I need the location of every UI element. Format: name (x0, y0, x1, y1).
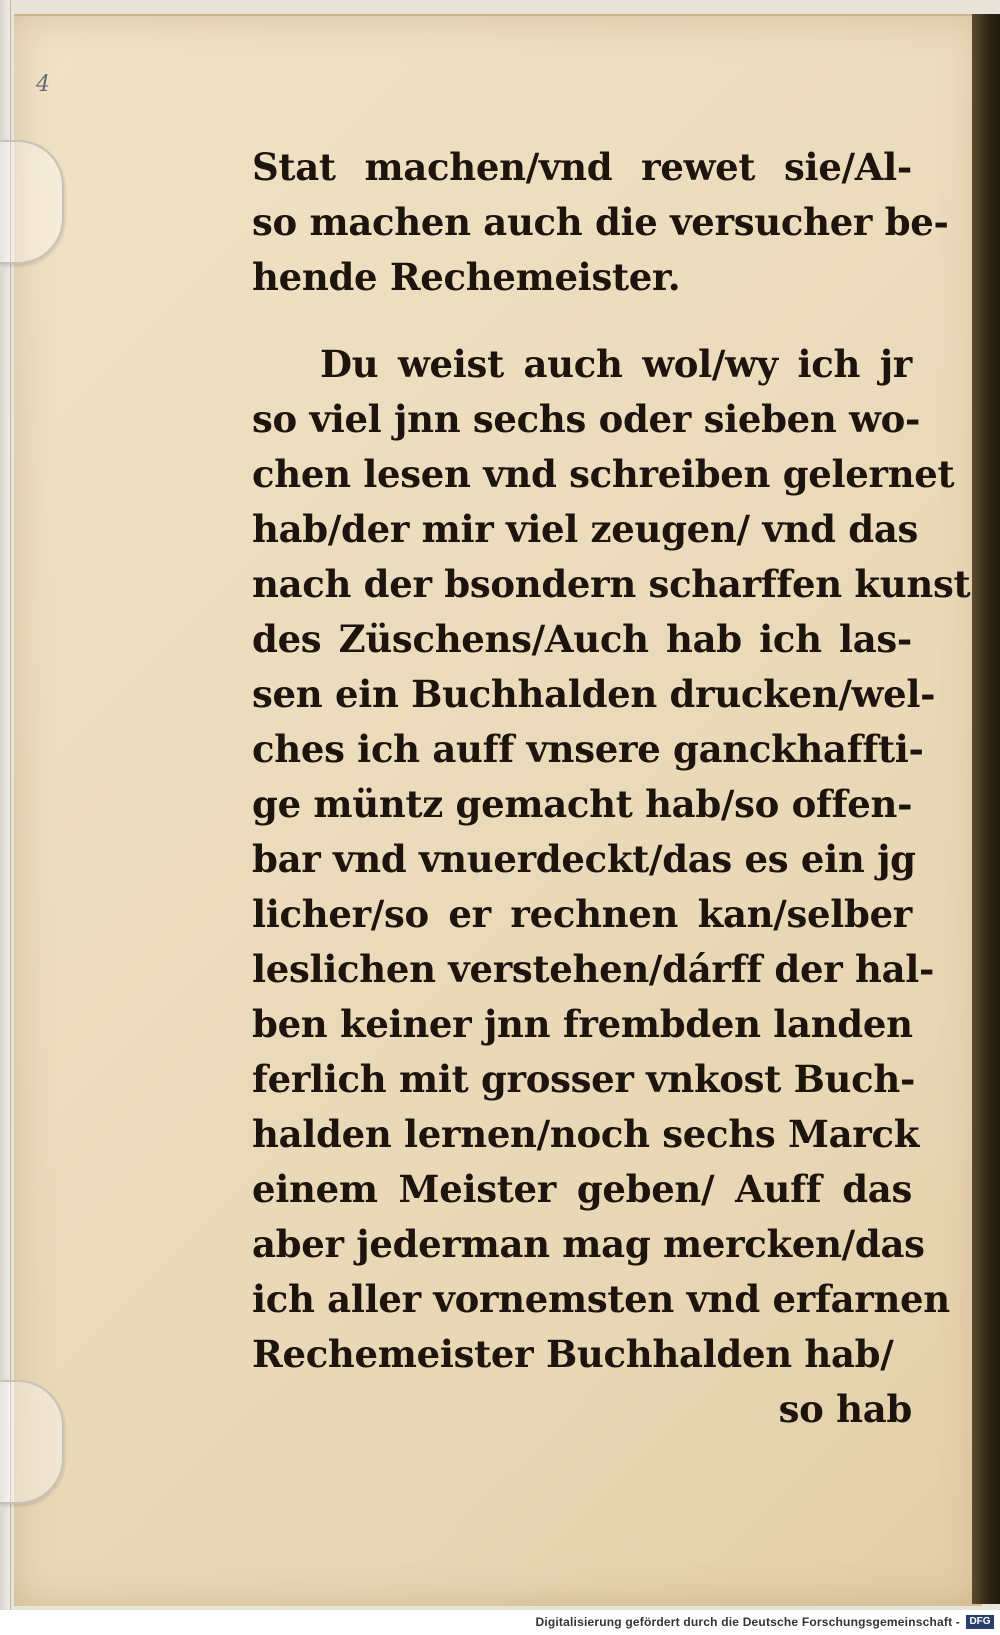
page-number-mark: 4 (36, 72, 50, 97)
text-line: ferlich mit grosser vnkost Buch- (252, 1057, 916, 1101)
catchword: so hab (778, 1387, 912, 1431)
text-line: ge müntz gemacht hab/so offen- (252, 782, 913, 826)
text-line: chen lesen vnd schreiben gelernet (252, 452, 955, 496)
text-line: hende Rechemeister. (252, 255, 681, 299)
page-edge-shadow (972, 14, 1000, 1604)
text-line: so machen auch die versucher be- (252, 200, 949, 244)
dfg-logo: DFG (966, 1615, 994, 1629)
text-line: Stat machen/vnd rewet sie/Al- (252, 145, 912, 189)
text-line: so viel jnn sechs oder sieben wo- (252, 397, 921, 441)
paragraph-2 (252, 337, 971, 1437)
text-line: ben keiner jnn frembden landen (252, 1002, 913, 1046)
text-line: Rechemeister Buchhalden hab/ (252, 1332, 894, 1376)
text-line: des Züschens/Auch hab ich las- (252, 617, 912, 661)
text-line: ich aller vornemsten vnd erfarnen (252, 1277, 950, 1321)
text-line: sen ein Buchhalden drucken/wel- (252, 672, 936, 716)
text-line: Du weist auch wol/wy ich jr (320, 342, 912, 386)
text-line: halden lernen/noch sechs Marck (252, 1112, 920, 1156)
paragraph-1 (252, 140, 949, 305)
page-text (252, 140, 971, 1437)
text-line: bar vnd vnuerdeckt/das es ein jg (252, 837, 916, 881)
text-line: nach der bsondern scharffen kunst (252, 562, 971, 606)
text-line: licher/so er rechnen kan/selber (252, 892, 912, 936)
page-clip-top (0, 140, 64, 264)
text-line: aber jederman mag mercken/das (252, 1222, 925, 1266)
text-line: ches ich auff vnsere ganckhaffti- (252, 727, 924, 771)
page-clip-bottom (0, 1380, 64, 1504)
text-line: hab/der mir viel zeugen/ vnd das (252, 507, 919, 551)
funding-note: Digitalisierung gefördert durch die Deutsche Forschungsgemeinschaft - (535, 1615, 960, 1629)
footer (0, 1610, 1000, 1635)
text-line: einem Meister geben/ Auff das (252, 1167, 912, 1211)
text-line: leslichen verstehen/dárff der hal- (252, 947, 935, 991)
